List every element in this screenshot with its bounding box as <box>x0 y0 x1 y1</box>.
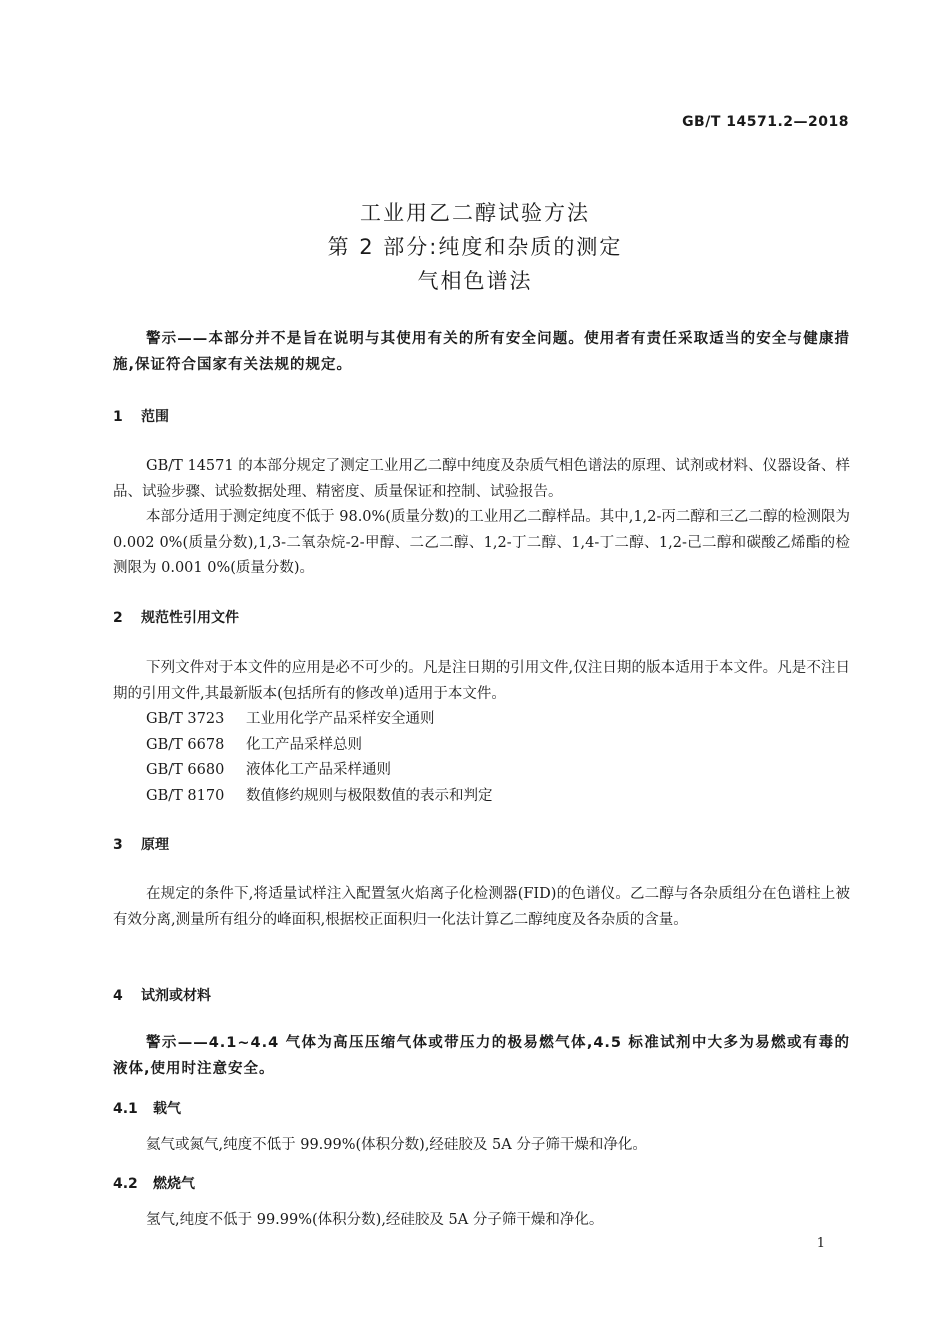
reference-code: GB/T 6678 <box>146 736 225 753</box>
section-3-paragraph-1: 在规定的条件下,将适量试样注入配置氢火焰离子化检测器(FID)的色谱仪。乙二醇与各杂质组分在色谱柱上被有效分离,测量所有组分的峰面积,根据校正面积归一化法计算乙二醇纯度及各杂质的含量。 <box>113 886 850 928</box>
standard-code: GB/T 14571.2—2018 <box>682 114 849 130</box>
reference-item <box>146 707 493 733</box>
reference-item <box>146 784 493 810</box>
reference-code: GB/T 3723 <box>146 711 225 727</box>
section-3-heading <box>113 834 169 854</box>
reference-code: GB/T 8170 <box>146 787 225 804</box>
reference-title: 液体化工产品采样通则 <box>246 762 391 778</box>
section-number: 4.1 <box>113 1101 138 1117</box>
title-line-3: 气相色谱法 <box>417 269 533 293</box>
warning-notice: 警示——本部分并不是旨在说明与其使用有关的所有安全问题。使用者有责任采取适当的安全与健康措施,保证符合国家有关法规的规定。 <box>113 331 850 373</box>
section-title: 燃烧气 <box>153 1176 195 1192</box>
section-4-1-heading <box>113 1098 181 1118</box>
section-title: 原理 <box>141 837 169 853</box>
title-line-2: 第 2 部分:纯度和杂质的测定 <box>327 235 623 259</box>
section-title: 范围 <box>141 409 169 425</box>
reference-item <box>146 733 493 759</box>
section-number: 1 <box>113 409 123 425</box>
document-title <box>0 196 950 298</box>
reference-title: 工业用化学产品采样安全通则 <box>246 711 435 727</box>
section-4-1-paragraph: 氦气或氮气,纯度不低于 99.99%(体积分数),经硅胶及 5A 分子筛干燥和净化。 <box>146 1137 647 1153</box>
section-title: 试剂或材料 <box>141 988 211 1004</box>
section-4-heading <box>113 985 211 1005</box>
section-number: 3 <box>113 837 123 853</box>
section-1-heading <box>113 406 169 426</box>
section-number: 4 <box>113 988 123 1004</box>
reference-title: 化工产品采样总则 <box>246 736 362 753</box>
page-number: 1 <box>816 1236 825 1251</box>
section-number: 2 <box>113 610 123 626</box>
normative-references-list <box>146 707 493 809</box>
section-4-2-heading <box>113 1173 195 1193</box>
section-1-paragraph-1: GB/T 14571 的本部分规定了测定工业用乙二醇中纯度及杂质气相色谱法的原理、试剂或材料、仪器设备、样品、试验步骤、试验数据处理、精密度、质量保证和控制、试验报告。 <box>113 458 850 500</box>
title-line-1: 工业用乙二醇试验方法 <box>360 201 590 225</box>
reference-code: GB/T 6680 <box>146 762 225 778</box>
reference-item <box>146 758 493 784</box>
section-4-2-paragraph: 氢气,纯度不低于 99.99%(体积分数),经硅胶及 5A 分子筛干燥和净化。 <box>146 1212 604 1228</box>
section-title: 载气 <box>153 1101 181 1117</box>
section-4-warning: 警示——4.1~4.4 气体为高压压缩气体或带压力的极易燃气体,4.5 标准试剂中大多为易燃或有毒的液体,使用时注意安全。 <box>113 1035 850 1077</box>
section-title: 规范性引用文件 <box>141 610 239 626</box>
section-2-paragraph-1: 下列文件对于本文件的应用是必不可少的。凡是注日期的引用文件,仅注日期的版本适用于本文件。凡是不注日期的引用文件,其最新版本(包括所有的修改单)适用于本文件。 <box>113 660 850 702</box>
reference-title: 数值修约规则与极限数值的表示和判定 <box>246 787 493 804</box>
section-1-paragraph-2: 本部分适用于测定纯度不低于 98.0%(质量分数)的工业用乙二醇样品。其中,1,2-丙二醇和三乙二醇的检测限为 0.002 0%(质量分数),1,3-二氧杂烷-2-甲醇、二乙二醇、1,2-丁二醇、1,4-丁二醇、1,2-己二醇和碳酸乙烯酯的检测限为 0.001 0%(质量分数)。 <box>113 509 850 576</box>
section-number: 4.2 <box>113 1176 138 1192</box>
section-2-heading <box>113 607 239 627</box>
